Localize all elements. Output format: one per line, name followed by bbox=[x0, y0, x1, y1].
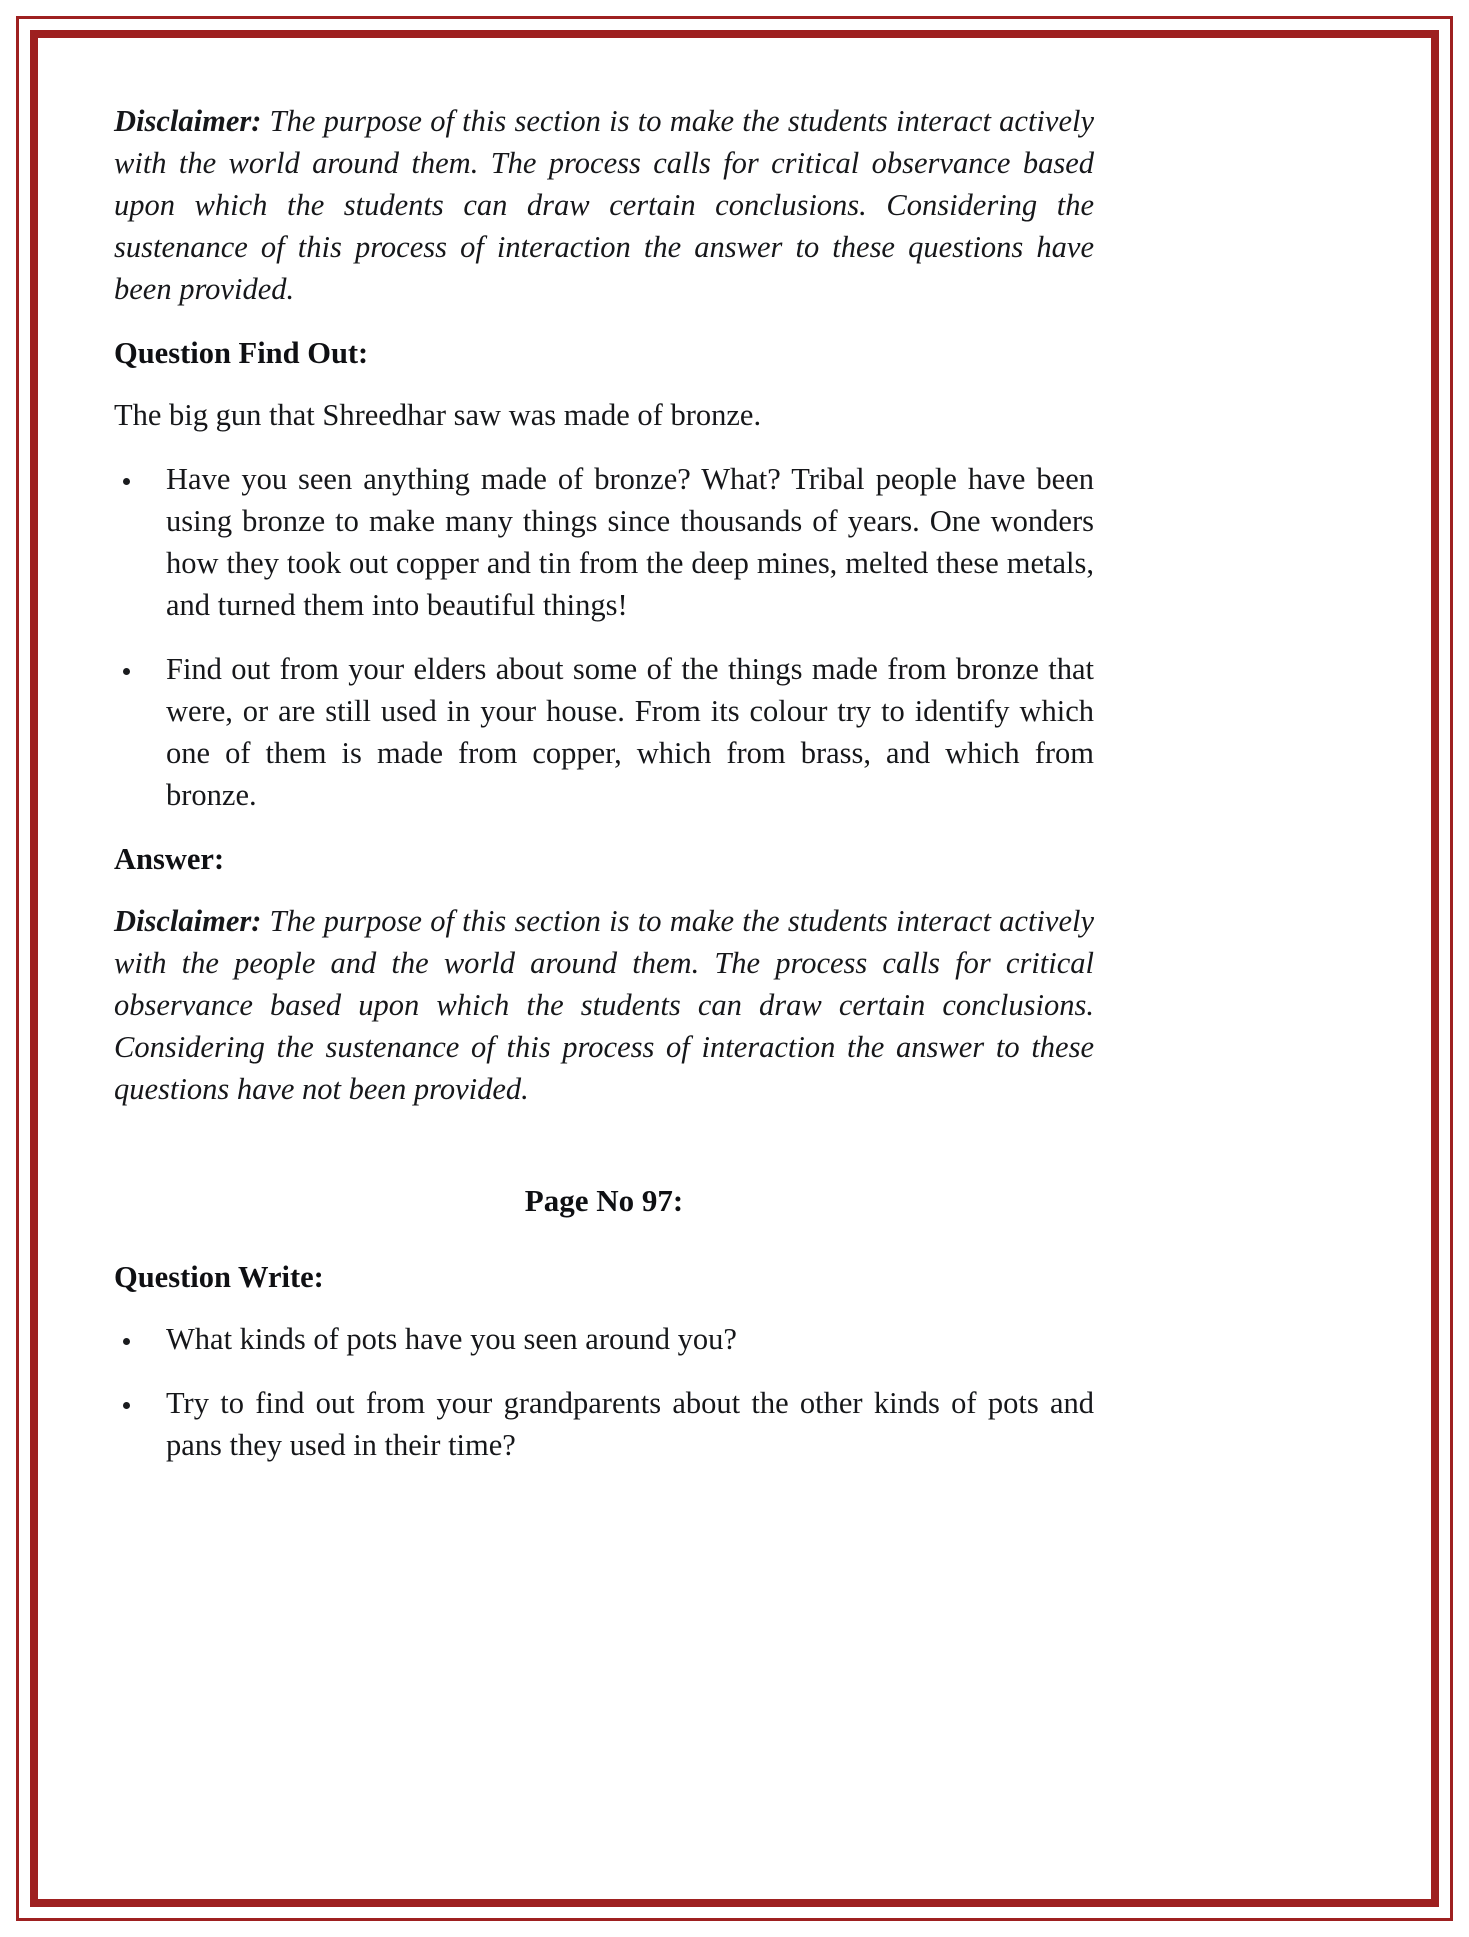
question-find-out-intro: The big gun that Shreedhar saw was made of bronze. bbox=[114, 398, 762, 432]
list-item: What kinds of pots have you seen around you? bbox=[114, 1318, 1094, 1360]
question-find-out-bullet-list bbox=[114, 458, 1094, 816]
heading-question-write: Question Write: bbox=[114, 1260, 324, 1294]
disclaimer-paragraph-top bbox=[114, 100, 1094, 310]
question-write-bullet-list bbox=[114, 1318, 1094, 1466]
disclaimer-text-top: The purpose of this section is to make the students interact actively with the world around them. The process calls for critical observance based upon which the students can draw certain conclusions. Considering the sustenance of this process of interaction the answer to these questions have been provided. bbox=[114, 104, 1094, 306]
page-number-heading: Page No 97: bbox=[524, 1183, 684, 1218]
list-item: Have you seen anything made of bronze? What? Tribal people have been using bronze to make many things since thousands of years. One wonders how they took out copper and tin from the deep mines, melted these metals, and turned them into beautiful things! bbox=[114, 458, 1094, 626]
list-item: Try to find out from your grandparents about the other kinds of pots and pans they used in their time? bbox=[114, 1382, 1094, 1466]
heading-question-find-out: Question Find Out: bbox=[114, 336, 369, 370]
disclaimer-label-answer: Disclaimer: bbox=[114, 904, 262, 938]
disclaimer-paragraph-answer bbox=[114, 900, 1094, 1110]
list-item: Find out from your elders about some of the things made from bronze that were, or are still used in your house. From its colour try to identify which one of them is made from copper, which from brass, and which from bronze. bbox=[114, 648, 1094, 816]
heading-answer: Answer: bbox=[114, 842, 225, 876]
page-content bbox=[114, 100, 1094, 1488]
disclaimer-text-answer: The purpose of this section is to make the students interact actively with the people and the world around them. The process calls for critical observance based upon which the students can draw certain conclusions. Considering the sustenance of this process of interaction the answer to these questions have not been provided. bbox=[114, 904, 1094, 1106]
disclaimer-label-top: Disclaimer: bbox=[114, 104, 262, 138]
